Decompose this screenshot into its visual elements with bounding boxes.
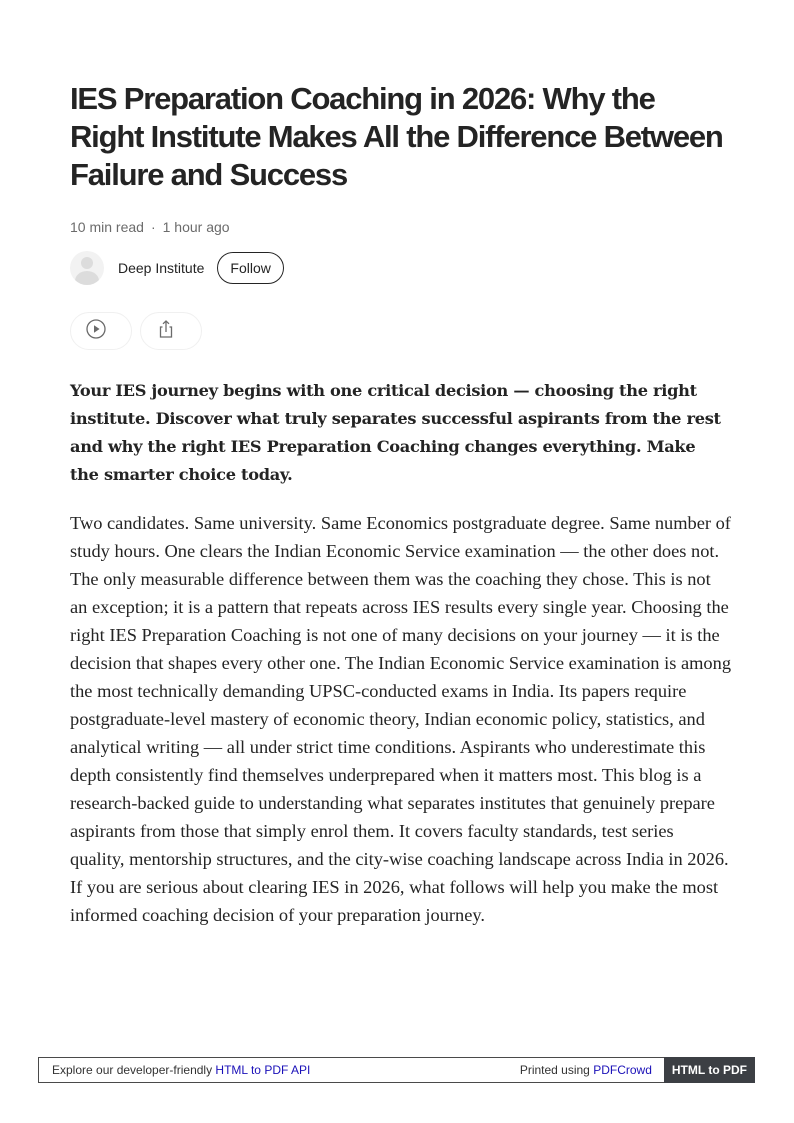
footer-promo-text: Explore our developer-friendly <box>52 1063 216 1077</box>
footer-promo <box>39 1063 520 1077</box>
pdf-footer-banner <box>38 1057 755 1083</box>
share-icon <box>155 318 177 345</box>
author-name[interactable]: Deep Institute <box>118 260 205 276</box>
published-time: 1 hour ago <box>162 219 230 235</box>
footer-printed <box>520 1063 664 1077</box>
article-lead: Your IES journey begins with one critical decision — choosing the right institute. Discover what truly separates successful aspirants from the rest and why the right IES Preparation Coaching changes everything. Make the smarter choice today. <box>70 381 721 484</box>
follow-button[interactable]: Follow <box>217 252 283 284</box>
footer-printed-text: Printed using <box>519 1063 594 1077</box>
play-circle-icon <box>85 318 107 345</box>
article-title: IES Preparation Coaching in 2026: Why the Right Institute Makes All the Difference Between Failure and Success <box>70 81 723 192</box>
meta-separator: · <box>150 219 156 235</box>
pdfcrowd-link[interactable]: PDFCrowd <box>593 1063 652 1077</box>
article-body: Two candidates. Same university. Same Economics postgraduate degree. Same number of study hours. One clears the Indian Economic Service examination — the other does not. The only measurable difference between them was the coaching they chose. This is not an exception; it is a pattern that repeats across IES results every single year. Choosing the right IES Preparation Coaching is not one of many decisions on your journey — it is the decision that shapes every other one. The Indian Economic Service examination is among the most technically demanding UPSC-conducted exams in India. Its papers require postgraduate-level mastery of economic theory, Indian economic policy, statistics, and analytical writing — all under strict time conditions. Aspirants who underestimate this depth consistently find themselves underprepared when it matters most. This blog is a research-backed guide to understanding what separates institutes that genuinely prepare aspirants from those that simply enrol them. It covers faculty standards, test series quality, mentorship structures, and the city-wise coaching landscape across India in 2026. If you are serious about clearing IES in 2026, what follows will help you make the most informed coaching decision of your preparation journey. <box>70 513 732 925</box>
author-row <box>70 251 284 285</box>
html-to-pdf-api-link[interactable]: HTML to PDF API <box>215 1063 311 1077</box>
default-avatar-icon[interactable] <box>70 251 104 285</box>
listen-button[interactable] <box>70 312 132 350</box>
article-meta <box>70 218 230 236</box>
html-to-pdf-button[interactable]: HTML to PDF <box>664 1057 755 1083</box>
read-time: 10 min read <box>70 219 144 235</box>
share-button[interactable] <box>140 312 202 350</box>
